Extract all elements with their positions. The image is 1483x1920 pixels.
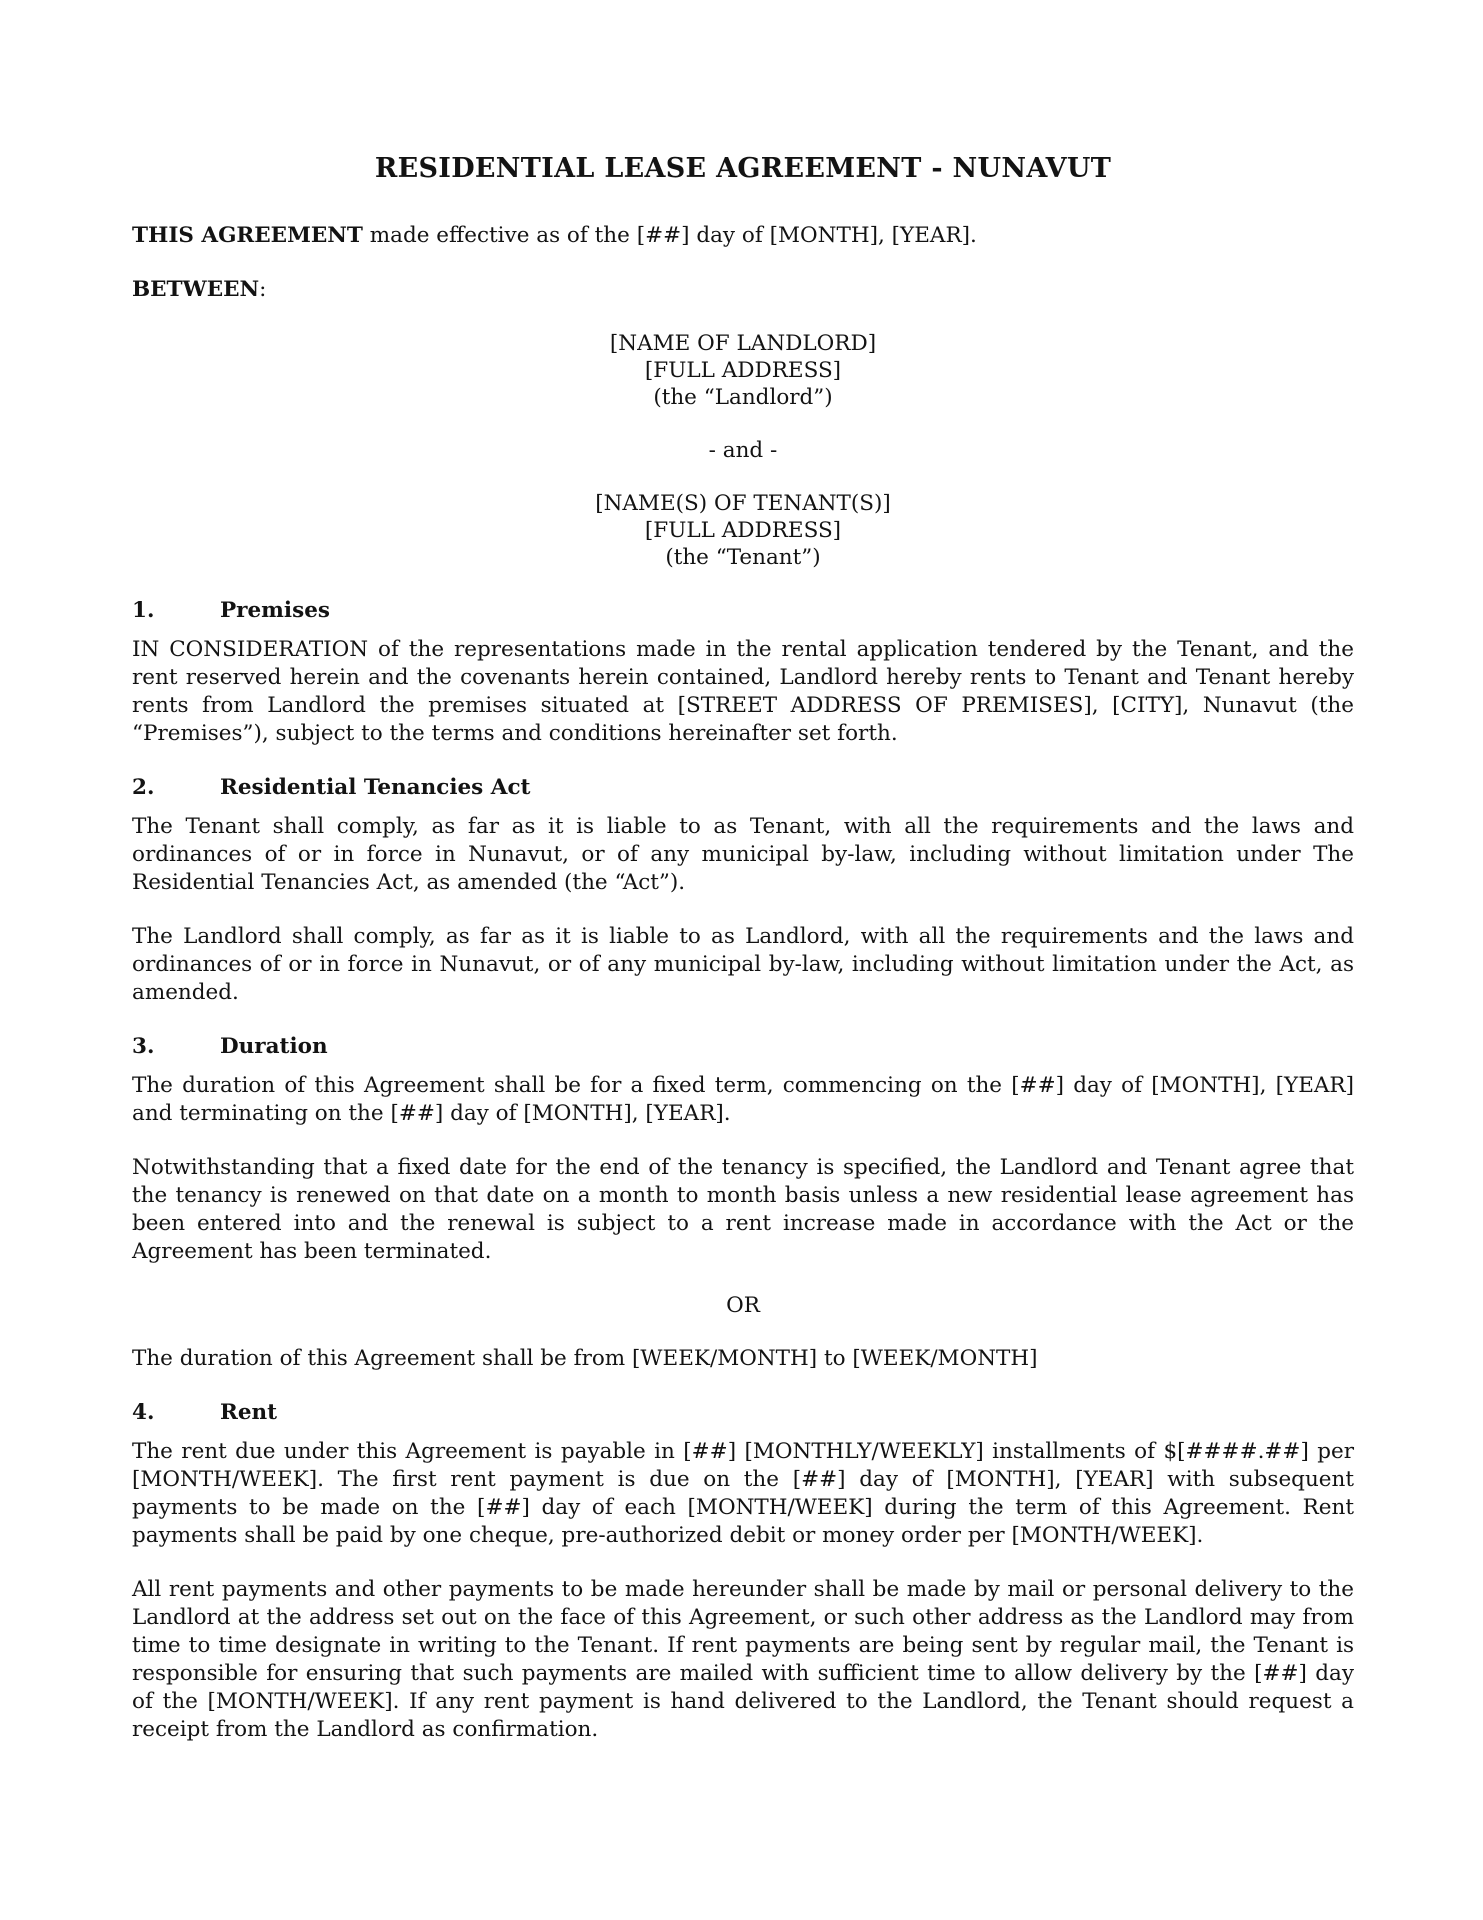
tenant-name: [NAME(S) OF TENANT(S)] — [595, 491, 891, 516]
section-3-paragraph-2: Notwithstanding that a fixed date for the end of the tenancy is specified, the Landlord and Tenant agree that the tenancy is renewed on that date on a month to month basis unless a new residential lease agreement has been entered into and the renewal is subject to a rent increase made in accordance with the Act or the Agreement has been terminated. — [132, 1155, 1354, 1264]
section-2-number: 2. — [132, 775, 155, 800]
document-page — [132, 0, 1354, 1744]
between-bold-text: BETWEEN — [132, 277, 260, 302]
tenant-block — [132, 490, 1354, 571]
section-4-number: 4. — [132, 1400, 155, 1425]
section-1-title: Premises — [220, 598, 330, 623]
section-rent — [132, 1399, 1354, 1744]
section-premises — [132, 597, 1354, 748]
landlord-name: [NAME OF LANDLORD] — [609, 331, 877, 356]
landlord-alias: (the “Landlord”) — [653, 385, 833, 410]
section-3-title: Duration — [220, 1034, 328, 1059]
between-label — [132, 276, 1354, 304]
intro-rest-text: made effective as of the [##] day of [MONTH], [YEAR]. — [362, 223, 977, 248]
section-4-heading — [132, 1399, 1354, 1427]
section-4-paragraph-1: The rent due under this Agreement is payable in [##] [MONTHLY/WEEKLY] installments of $[####.##] per [MONTH/WEEK]. The first rent payment is due on the [##] day of [MONTH], [YEAR] with subsequent payments to be made on the [##] day of each [MONTH/WEEK] during the term of this Agreement. Rent payments shall be paid by one cheque, pre-authorized debit or money order per [MONTH/WEEK]. — [132, 1439, 1354, 1548]
intro-paragraph — [132, 222, 1354, 250]
section-2-paragraph-2: The Landlord shall comply, as far as it is liable to as Landlord, with all the requirements and the laws and ordinances of or in force in Nunavut, or of any municipal by-law, including without limitation under the Act, as amended. — [132, 924, 1354, 1005]
section-4-title: Rent — [220, 1400, 278, 1425]
or-separator: OR — [726, 1293, 760, 1318]
section-2-paragraph-1: The Tenant shall comply, as far as it is liable to as Tenant, with all the requirements and the laws and ordinances of or in force in Nunavut, or of any municipal by-law, including without limitation under The Residential Tenancies Act, as amended (the “Act”). — [132, 814, 1354, 895]
section-1-heading — [132, 597, 1354, 625]
section-3-number: 3. — [132, 1034, 155, 1059]
and-separator: - and - — [708, 438, 778, 463]
section-3-alt-paragraph: The duration of this Agreement shall be from [WEEK/MONTH] to [WEEK/MONTH] — [132, 1346, 1038, 1371]
tenant-alias: (the “Tenant”) — [665, 545, 821, 570]
section-2-heading — [132, 774, 1354, 802]
section-3-paragraph-1: The duration of this Agreement shall be for a fixed term, commencing on the [##] day of [MONTH], [YEAR] and terminating on the [##] day of [MONTH], [YEAR]. — [132, 1073, 1354, 1126]
section-2-title: Residential Tenancies Act — [220, 775, 531, 800]
section-1-number: 1. — [132, 598, 155, 623]
section-duration — [132, 1033, 1354, 1373]
intro-bold-text: THIS AGREEMENT — [132, 223, 363, 248]
between-colon: : — [259, 277, 267, 302]
section-3-heading — [132, 1033, 1354, 1061]
landlord-block — [132, 330, 1354, 411]
section-4-paragraph-2: All rent payments and other payments to be made hereunder shall be made by mail or personal delivery to the Landlord at the address set out on the face of this Agreement, or such other address as the Landlord may from time to time designate in writing to the Tenant. If rent payments are being sent by regular mail, the Tenant is responsible for ensuring that such payments are mailed with sufficient time to allow delivery by the [##] day of the [MONTH/WEEK]. If any rent payment is hand delivered to the Landlord, the Tenant should request a receipt from the Landlord as confirmation. — [132, 1577, 1354, 1742]
tenant-address: [FULL ADDRESS] — [644, 518, 842, 543]
document-title: RESIDENTIAL LEASE AGREEMENT - NUNAVUT — [374, 153, 1112, 184]
section-residential-tenancies-act — [132, 774, 1354, 1007]
section-1-paragraph-1: IN CONSIDERATION of the representations made in the rental application tendered by the Tenant, and the rent reserved herein and the covenants herein contained, Landlord hereby rents to Tenant and Tenant hereby rents from Landlord the premises situated at [STREET ADDRESS OF PREMISES], [CITY], Nunavut (the “Premises”), subject to the terms and conditions hereinafter set forth. — [132, 637, 1354, 746]
landlord-address: [FULL ADDRESS] — [644, 358, 842, 383]
